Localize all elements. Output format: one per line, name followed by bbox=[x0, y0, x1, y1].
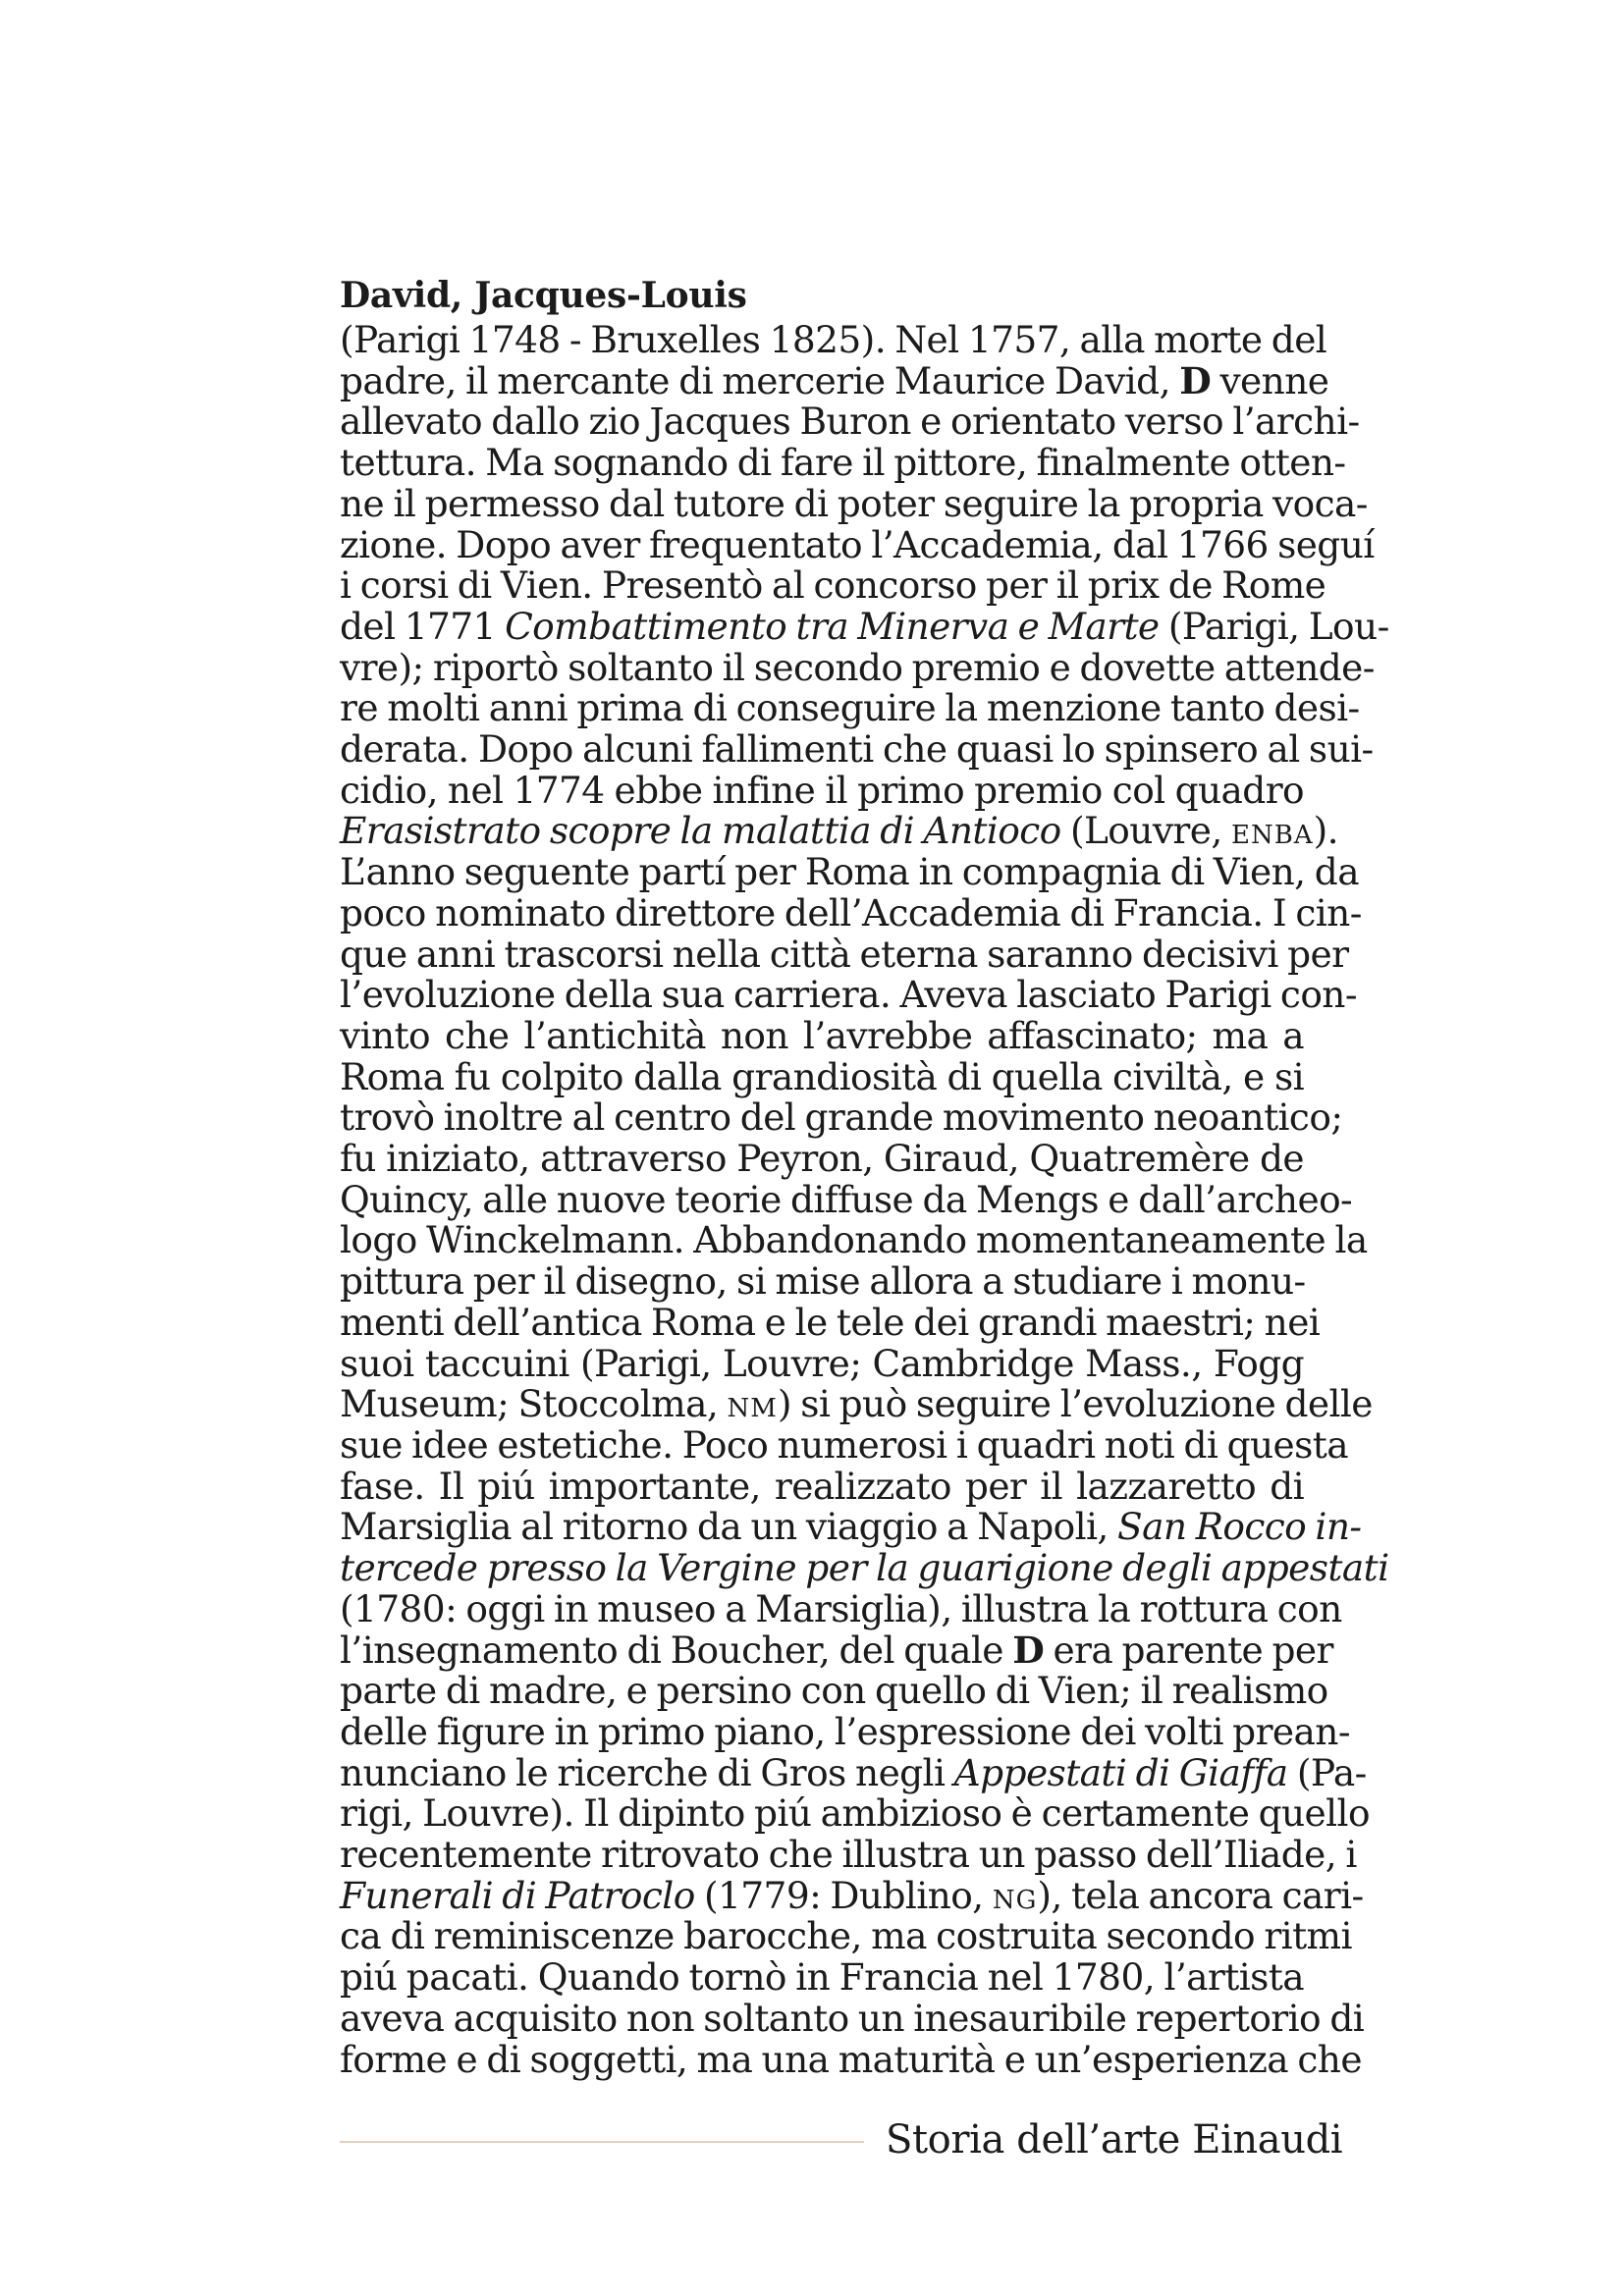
text-run: pittura per il disegno, si mise allora a studiare i monu- bbox=[340, 1259, 1306, 1304]
text-run: Marsiglia al ritorno da un viaggio a Napoli, bbox=[340, 1505, 1117, 1549]
body-line bbox=[340, 1546, 1389, 1590]
museum-abbreviation: nm bbox=[727, 1382, 778, 1426]
body-line bbox=[340, 1996, 1365, 2040]
body-line bbox=[340, 1669, 1328, 1713]
body-line bbox=[340, 563, 1326, 608]
text-run: suoi taccuini (Parigi, Louvre; Cambridge Mass., Fogg bbox=[340, 1341, 1304, 1385]
body-line bbox=[340, 1341, 1304, 1385]
text-run: delle figure in primo piano, l’espressione dei volti prean- bbox=[340, 1709, 1350, 1753]
text-run: vre); riportò soltanto il secondo premio e dovette attende- bbox=[340, 645, 1375, 689]
body-line bbox=[340, 1261, 1304, 1303]
text-run: era parente per bbox=[1044, 1628, 1333, 1672]
text-run: ) si può seguire l’evoluzione delle bbox=[777, 1382, 1373, 1426]
body-line bbox=[340, 768, 1304, 812]
subject-abbreviation: D bbox=[1179, 358, 1212, 402]
subject-abbreviation: D bbox=[1012, 1628, 1045, 1672]
body-line bbox=[340, 481, 1368, 525]
body-line bbox=[340, 1628, 1333, 1672]
text-run: (Parigi, Lou- bbox=[1159, 604, 1389, 648]
body-line bbox=[340, 1833, 1357, 1877]
body-line bbox=[340, 1422, 1348, 1467]
artwork-title: Funerali di Patroclo bbox=[340, 1873, 695, 1917]
text-run: Quincy, alle nuove teorie diffuse da Mengs e dall’archeo- bbox=[340, 1177, 1353, 1221]
text-run: (1780: oggi in museo a Marsiglia), illustra la rottura con bbox=[340, 1586, 1342, 1630]
body-line bbox=[340, 932, 1349, 976]
body-line bbox=[340, 809, 1338, 853]
body-line bbox=[340, 522, 1375, 566]
text-run: L’anno seguente partí per Roma in compagnia di Vien, da bbox=[340, 850, 1359, 894]
body-line bbox=[340, 1750, 1367, 1794]
text-run: tettura. Ma sognando di fare il pittore, finalmente otten- bbox=[340, 441, 1346, 485]
artwork-title: tercede presso la Vergine per la guarigione degli appestati bbox=[340, 1546, 1389, 1590]
text-run: forme e di soggetti, ma una maturità e un’esperienza che bbox=[340, 2037, 1362, 2081]
text-run: Museum; Stoccolma, bbox=[340, 1382, 728, 1426]
footer-divider bbox=[340, 2141, 864, 2143]
footer-publication-title: Storia dell’arte Einaudi bbox=[886, 2117, 1343, 2163]
body-line bbox=[340, 1505, 1362, 1549]
body-line bbox=[340, 686, 1360, 730]
text-run: ). bbox=[1313, 809, 1338, 853]
museum-abbreviation: enba bbox=[1230, 809, 1314, 853]
body-line bbox=[340, 1300, 1321, 1344]
text-run: cidio, nel 1774 ebbe infine il primo premio col quadro bbox=[340, 768, 1304, 812]
entry-body-text bbox=[340, 318, 1389, 2081]
body-line bbox=[340, 1095, 1343, 1140]
text-run: re molti anni prima di conseguire la menzione tanto desi- bbox=[340, 686, 1360, 730]
text-run: l’insegnamento di Boucher, del quale bbox=[340, 1628, 1013, 1672]
text-run: piú pacati. Quando tornò in Francia nel 1780, l’artista bbox=[340, 1955, 1304, 2000]
body-line bbox=[340, 1873, 1364, 1917]
body-line bbox=[340, 1054, 1304, 1098]
text-run: l’evoluzione della sua carriera. Aveva lasciato Parigi con- bbox=[340, 973, 1357, 1017]
body-line bbox=[340, 2037, 1362, 2081]
text-run: venne bbox=[1211, 358, 1329, 402]
entry-title: David, Jacques-Louis bbox=[340, 275, 747, 316]
body-line bbox=[340, 604, 1389, 648]
text-run: (Pa- bbox=[1287, 1750, 1367, 1794]
text-run: ), tela ancora cari- bbox=[1037, 1873, 1364, 1917]
body-line bbox=[340, 1709, 1350, 1753]
artwork-title: San Rocco in- bbox=[1117, 1505, 1362, 1549]
body-line bbox=[340, 890, 1362, 934]
text-run: poco nominato direttore dell’Accademia di Francia. I cin- bbox=[340, 890, 1362, 934]
text-run: fu iniziato, attraverso Peyron, Giraud, Quatremère de bbox=[340, 1137, 1304, 1181]
body-line bbox=[340, 1218, 1368, 1262]
body-line bbox=[340, 850, 1359, 894]
text-run: zione. Dopo aver frequentato l’Accademia, dal 1766 seguí bbox=[340, 522, 1375, 566]
text-run: ca di reminiscenze barocche, ma costruita secondo ritmi bbox=[340, 1914, 1352, 1958]
body-line bbox=[340, 1177, 1353, 1221]
body-line bbox=[340, 1791, 1370, 1836]
body-line bbox=[340, 1957, 1304, 1999]
text-run: del 1771 bbox=[340, 604, 506, 648]
museum-abbreviation: ng bbox=[992, 1873, 1038, 1917]
artwork-title: Appestati di Giaffa bbox=[953, 1750, 1288, 1794]
body-line bbox=[340, 1464, 1304, 1508]
body-line bbox=[340, 1914, 1352, 1958]
text-run: (Parigi 1748 - Bruxelles 1825). Nel 1757, alla morte del bbox=[340, 318, 1327, 361]
text-run: parte di madre, e persino con quello di Vien; il realismo bbox=[340, 1669, 1328, 1713]
text-run: logo Winckelmann. Abbandonando momentaneamente la bbox=[340, 1218, 1368, 1262]
body-line bbox=[340, 441, 1346, 485]
body-line bbox=[340, 1382, 1373, 1426]
text-run: derata. Dopo alcuni fallimenti che quasi lo spinsero al sui- bbox=[340, 727, 1374, 772]
artwork-title: Erasistrato scopre la malattia di Antioco bbox=[340, 809, 1061, 853]
text-run: (Louvre, bbox=[1060, 809, 1231, 853]
text-run: sue idee estetiche. Poco numerosi i quadri noti di questa bbox=[340, 1422, 1348, 1467]
text-run: que anni trascorsi nella città eterna saranno decisivi per bbox=[340, 932, 1349, 976]
text-run: aveva acquisito non soltanto un inesauribile repertorio di bbox=[340, 1996, 1365, 2040]
artwork-title: Combattimento tra Minerva e Marte bbox=[505, 604, 1160, 648]
body-line bbox=[340, 1586, 1342, 1630]
text-run: i corsi di Vien. Presentò al concorso per il prix de Rome bbox=[340, 563, 1326, 608]
body-line bbox=[340, 727, 1374, 772]
body-line bbox=[340, 318, 1327, 361]
text-run: rigi, Louvre). Il dipinto piú ambizioso è certamente quello bbox=[340, 1791, 1370, 1836]
text-run: ne il permesso dal tutore di poter seguire la propria voca- bbox=[340, 481, 1368, 525]
text-run: Roma fu colpito dalla grandiosità di quella civiltà, e si bbox=[340, 1054, 1304, 1098]
body-line bbox=[340, 400, 1360, 444]
text-run: allevato dallo zio Jacques Buron e orientato verso l’archi- bbox=[340, 400, 1360, 444]
text-run: nunciano le ricerche di Gros negli bbox=[340, 1750, 954, 1794]
body-line bbox=[340, 645, 1375, 689]
text-run: vinto che l’antichità non l’avrebbe affascinato; ma a bbox=[340, 1013, 1304, 1057]
text-run: trovò inoltre al centro del grande movimento neoantico; bbox=[340, 1095, 1343, 1140]
body-line bbox=[340, 1013, 1304, 1057]
text-run: recentemente ritrovato che illustra un passo dell’Iliade, i bbox=[340, 1833, 1357, 1877]
text-run: fase. Il piú importante, realizzato per il lazzaretto di bbox=[340, 1464, 1304, 1508]
text-run: menti dell’antica Roma e le tele dei grandi maestri; nei bbox=[340, 1300, 1321, 1344]
body-line bbox=[340, 973, 1357, 1017]
text-run: padre, il mercante di mercerie Maurice David, bbox=[340, 358, 1180, 402]
body-line bbox=[340, 1139, 1304, 1180]
body-line bbox=[340, 358, 1329, 402]
text-run: (1779: Dublino, bbox=[694, 1873, 993, 1917]
